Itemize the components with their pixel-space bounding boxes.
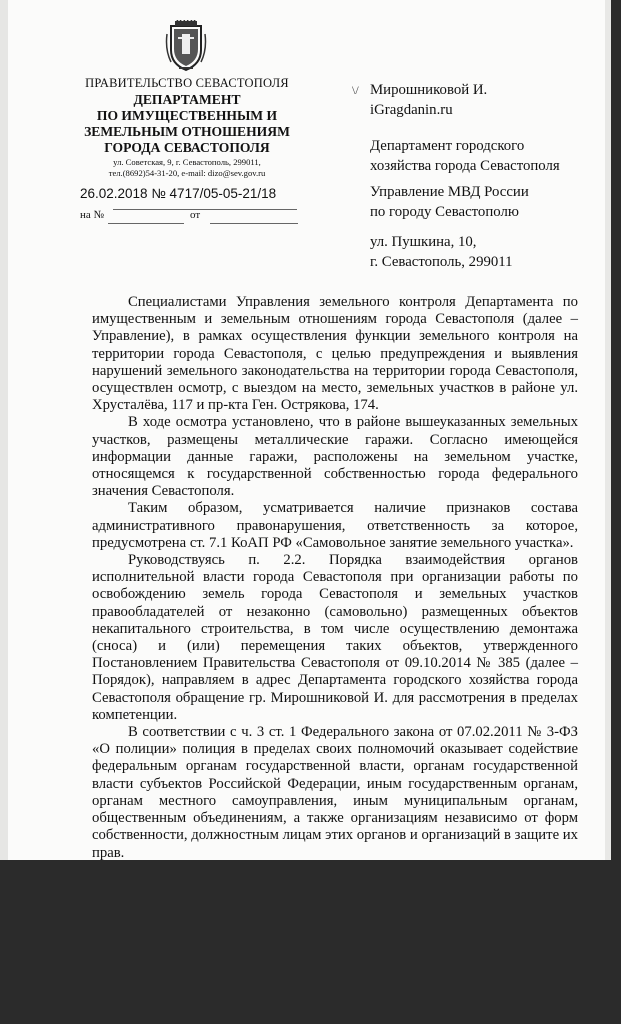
reference-number-line: [108, 223, 184, 224]
recipient-line: Департамент городского: [370, 138, 525, 154]
government-name: ПРАВИТЕЛЬСТВО СЕВАСТОПОЛЯ: [85, 76, 289, 90]
reference-date-line: [210, 223, 298, 224]
registration-number: 26.02.2018 № 4717/05-05-21/18: [80, 186, 277, 201]
department-name-line-2: ПО ИМУЩЕСТВЕННЫМ И: [96, 108, 278, 123]
department-contacts: тел.(8692)54-31-20, e-mail: dizo@sev.gov.ru: [108, 168, 266, 178]
recipient-line: Управление МВД России: [370, 184, 529, 200]
recipient-line: iGragdanin.ru: [370, 102, 453, 118]
registration-underline: [113, 209, 297, 210]
recipient-line: Мирошниковой И.: [370, 82, 488, 98]
recipient-line: ул. Пушкина, 10,: [370, 234, 477, 250]
recipient-line: хозяйства города Севастополя: [370, 158, 560, 174]
page-edge: [0, 0, 8, 860]
department-name-line-1: ДЕПАРТАМЕНТ: [133, 92, 241, 107]
letter-body: [92, 294, 578, 860]
body-paragraph: Руководствуясь п. 2.2. Порядка взаимодействия органов исполнительной власти города Севастополя при организации работы по освобождению земель города Севастополя и земельных участков правообладателей от незаконно (самовольно) размещенных объектов некапитального строительства, в том числе осуществлению демонтажа (сноса) и (или) перемещения таких объектов, утвержденного Постановлением Правительства Севастополя от 09.10.2014 № 385 (далее – Порядок), направляем в адрес Департамента городского хозяйства города Севастополя обращение гр. Мирошниковой И. для рассмотрения в пределах компетенции.: [92, 552, 578, 723]
department-name-line-4: ГОРОДА СЕВАСТОПОЛЯ: [104, 140, 270, 155]
body-paragraph: Специалистами Управления земельного контроля Департамента по имущественным и земельным отношениям города Севастополя (далее – Управление), в рамках осуществления функции земельного контроля на территории города Севастополя, с целью предупреждения и выявления нарушений земельного законодательства на территории города Севастополя, осуществлен осмотр, с выездом на место, земельных участков в районе ул. Хрусталёва, 117 и пр-кта Ген. Острякова, 174.: [92, 294, 578, 414]
body-paragraph: В ходе осмотра установлено, что в районе вышеуказанных земельных участков, размещены металлические гаражи. Согласно имеющейся информации данные гаражи, расположены на земельном участке, относящемся к государственной собственностью города федерального значения Севастополя.: [92, 414, 578, 500]
body-paragraph: Таким образом, усматривается наличие признаков состава административного правонарушения, ответственность за которое, предусмотрена ст. 7.1 КоАП РФ «Самовольное занятие земельного участка».: [92, 500, 578, 551]
body-paragraph: В соответствии с ч. 3 ст. 1 Федерального закона от 07.02.2011 № 3-ФЗ «О полиции» полиция в пределах своих полномочий оказывает содействие федеральным органам государственной власти, органам государственной власти субъектов Российской Федерации, иным государственным органам, органам местного самоуправления, иным муниципальным органам, общественным объединениям, а также организациям независимо от форм собственности, должностным лицам этих органов и организаций в защите их прав.: [92, 724, 578, 860]
recipient-line: г. Севастополь, 299011: [370, 254, 513, 270]
reference-number-label: на №: [80, 209, 105, 221]
department-name-line-3: ЗЕМЕЛЬНЫМ ОТНОШЕНИЯМ: [84, 124, 290, 139]
sevastopol-coat-of-arms-icon: [165, 20, 207, 74]
reference-date-label: от: [190, 209, 201, 221]
recipient-line: по городу Севастополю: [370, 204, 519, 220]
handwritten-check-mark: \/: [352, 83, 359, 97]
department-address: ул. Советская, 9, г. Севастополь, 299011,: [113, 157, 261, 167]
